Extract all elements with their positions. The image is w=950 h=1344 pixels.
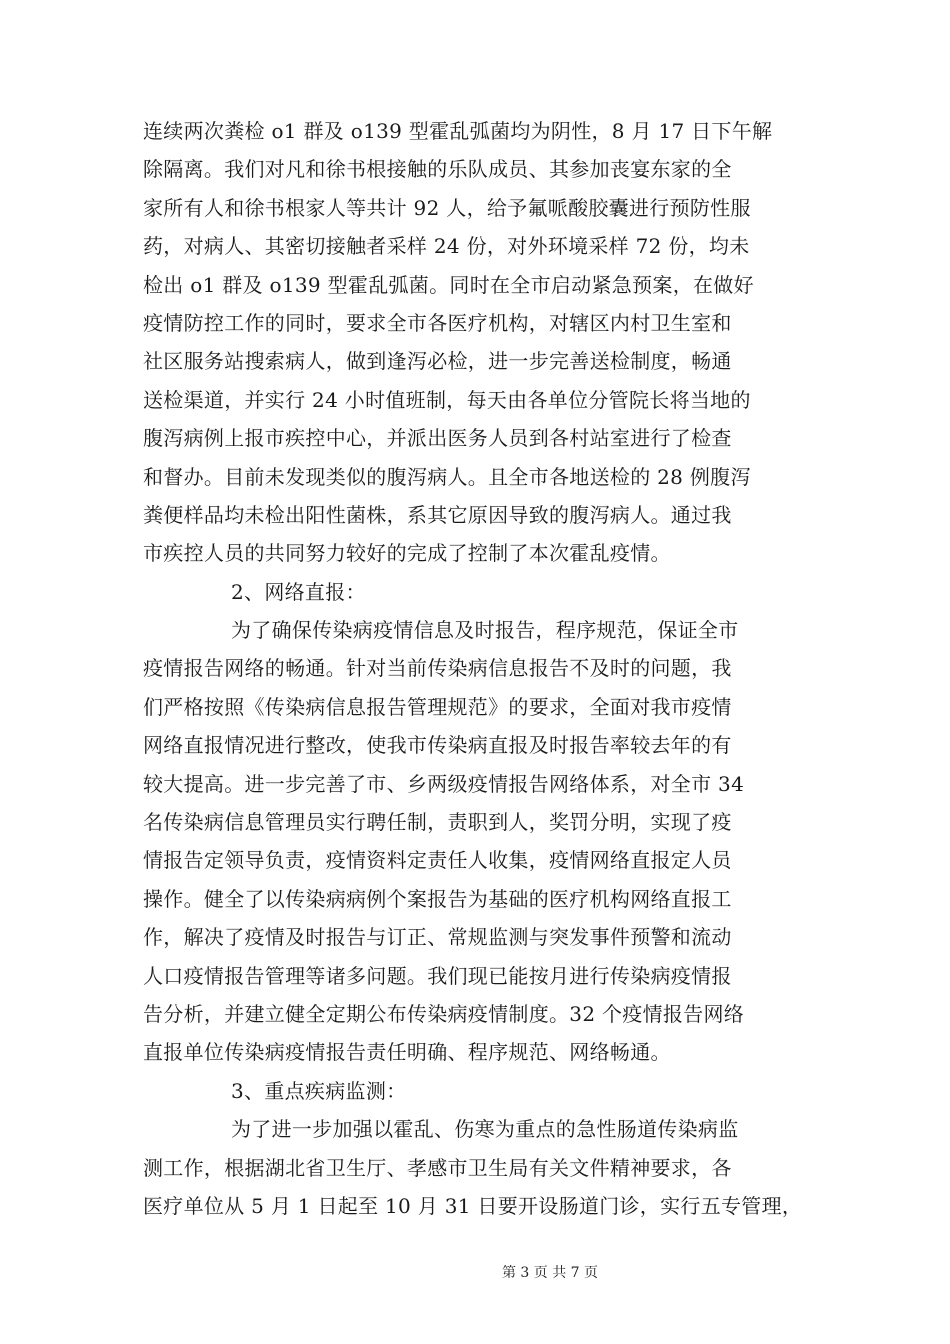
- text-line: 社区服务站搜索病人，做到逢泻必检，进一步完善送检制度，畅通: [143, 349, 732, 374]
- text-line: 粪便样品均未检出阳性菌株，系其它原因导致的腹泻病人。通过我: [143, 502, 732, 527]
- text-line: 检出 o1 群及 o139 型霍乱弧菌。同时在全市启动紧急预案，在做好: [143, 272, 754, 297]
- page-footer: [0, 1262, 950, 1282]
- text-line: 直报单位传染病疫情报告责任明确、程序规范、网络畅通。: [143, 1040, 671, 1065]
- text-line: 情报告定领导负责，疫情资料定责任人收集，疫情网络直报定人员: [143, 848, 732, 873]
- text-line: 网络直报情况进行整改，使我市传染病直报及时报告率较去年的有: [143, 733, 732, 758]
- text-line: 腹泻病例上报市疾控中心，并派出医务人员到各村站室进行了检查: [143, 426, 732, 451]
- text-line: 连续两次粪检 o1 群及 o139 型霍乱弧菌均为阴性，8 月 17 日下午解: [143, 119, 773, 143]
- text-line: 人口疫情报告管理等诸多问题。我们现已能按月进行传染病疫情报: [143, 963, 732, 988]
- section-heading: 3、重点疾病监测：: [231, 1078, 407, 1103]
- text-line: 疫情报告网络的畅通。针对当前传染病信息报告不及时的问题，我: [143, 656, 732, 681]
- text-line: 送检渠道，并实行 24 小时值班制，每天由各单位分管院长将当地的: [143, 387, 751, 412]
- section-heading: 2、网络直报：: [231, 579, 366, 604]
- paragraph-start: 为了进一步加强以霍乱、伤寒为重点的急性肠道传染病监: [231, 1117, 739, 1142]
- body-text: [143, 112, 823, 1225]
- text-line: 除隔离。我们对凡和徐书根接触的乐队成员、其参加丧宴东家的全: [143, 157, 732, 182]
- text-line: 名传染病信息管理员实行聘任制，责职到人，奖罚分明，实现了疫: [143, 810, 732, 835]
- text-line: 告分析，并建立健全定期公布传染病疫情制度。32 个疫情报告网络: [143, 1001, 745, 1026]
- text-line: 市疾控人员的共同努力较好的完成了控制了本次霍乱疫情。: [143, 541, 671, 566]
- text-line: 疫情防控工作的同时，要求全市各医疗机构，对辖区内村卫生室和: [143, 310, 732, 335]
- text-line: 家所有人和徐书根家人等共计 92 人，给予氟哌酸胶囊进行预防性服: [143, 195, 751, 220]
- text-line: 和督办。目前未发现类似的腹泻病人。且全市各地送检的 28 例腹泻: [143, 464, 751, 489]
- text-line: 作，解决了疫情及时报告与订正、常规监测与突发事件预警和流动: [143, 925, 732, 950]
- page-number: 第 3 页 共 7 页: [501, 1265, 599, 1281]
- paragraph-start: 为了确保传染病疫情信息及时报告，程序规范，保证全市: [231, 618, 739, 643]
- text-line: 较大提高。进一步完善了市、乡两级疫情报告网络体系，对全市 34: [143, 771, 745, 796]
- text-line: 医疗单位从 5 月 1 日起至 10 月 31 日要开设肠道门诊，实行五专管理，: [143, 1193, 803, 1218]
- text-line: 们严格按照《传染病信息报告管理规范》的要求，全面对我市疫情: [143, 694, 732, 719]
- text-line: 操作。健全了以传染病病例个案报告为基础的医疗机构网络直报工: [143, 886, 732, 911]
- text-line: 测工作，根据湖北省卫生厅、孝感市卫生局有关文件精神要求，各: [143, 1155, 732, 1180]
- text-line: 药，对病人、其密切接触者采样 24 份，对外环境采样 72 份，均未: [143, 234, 750, 259]
